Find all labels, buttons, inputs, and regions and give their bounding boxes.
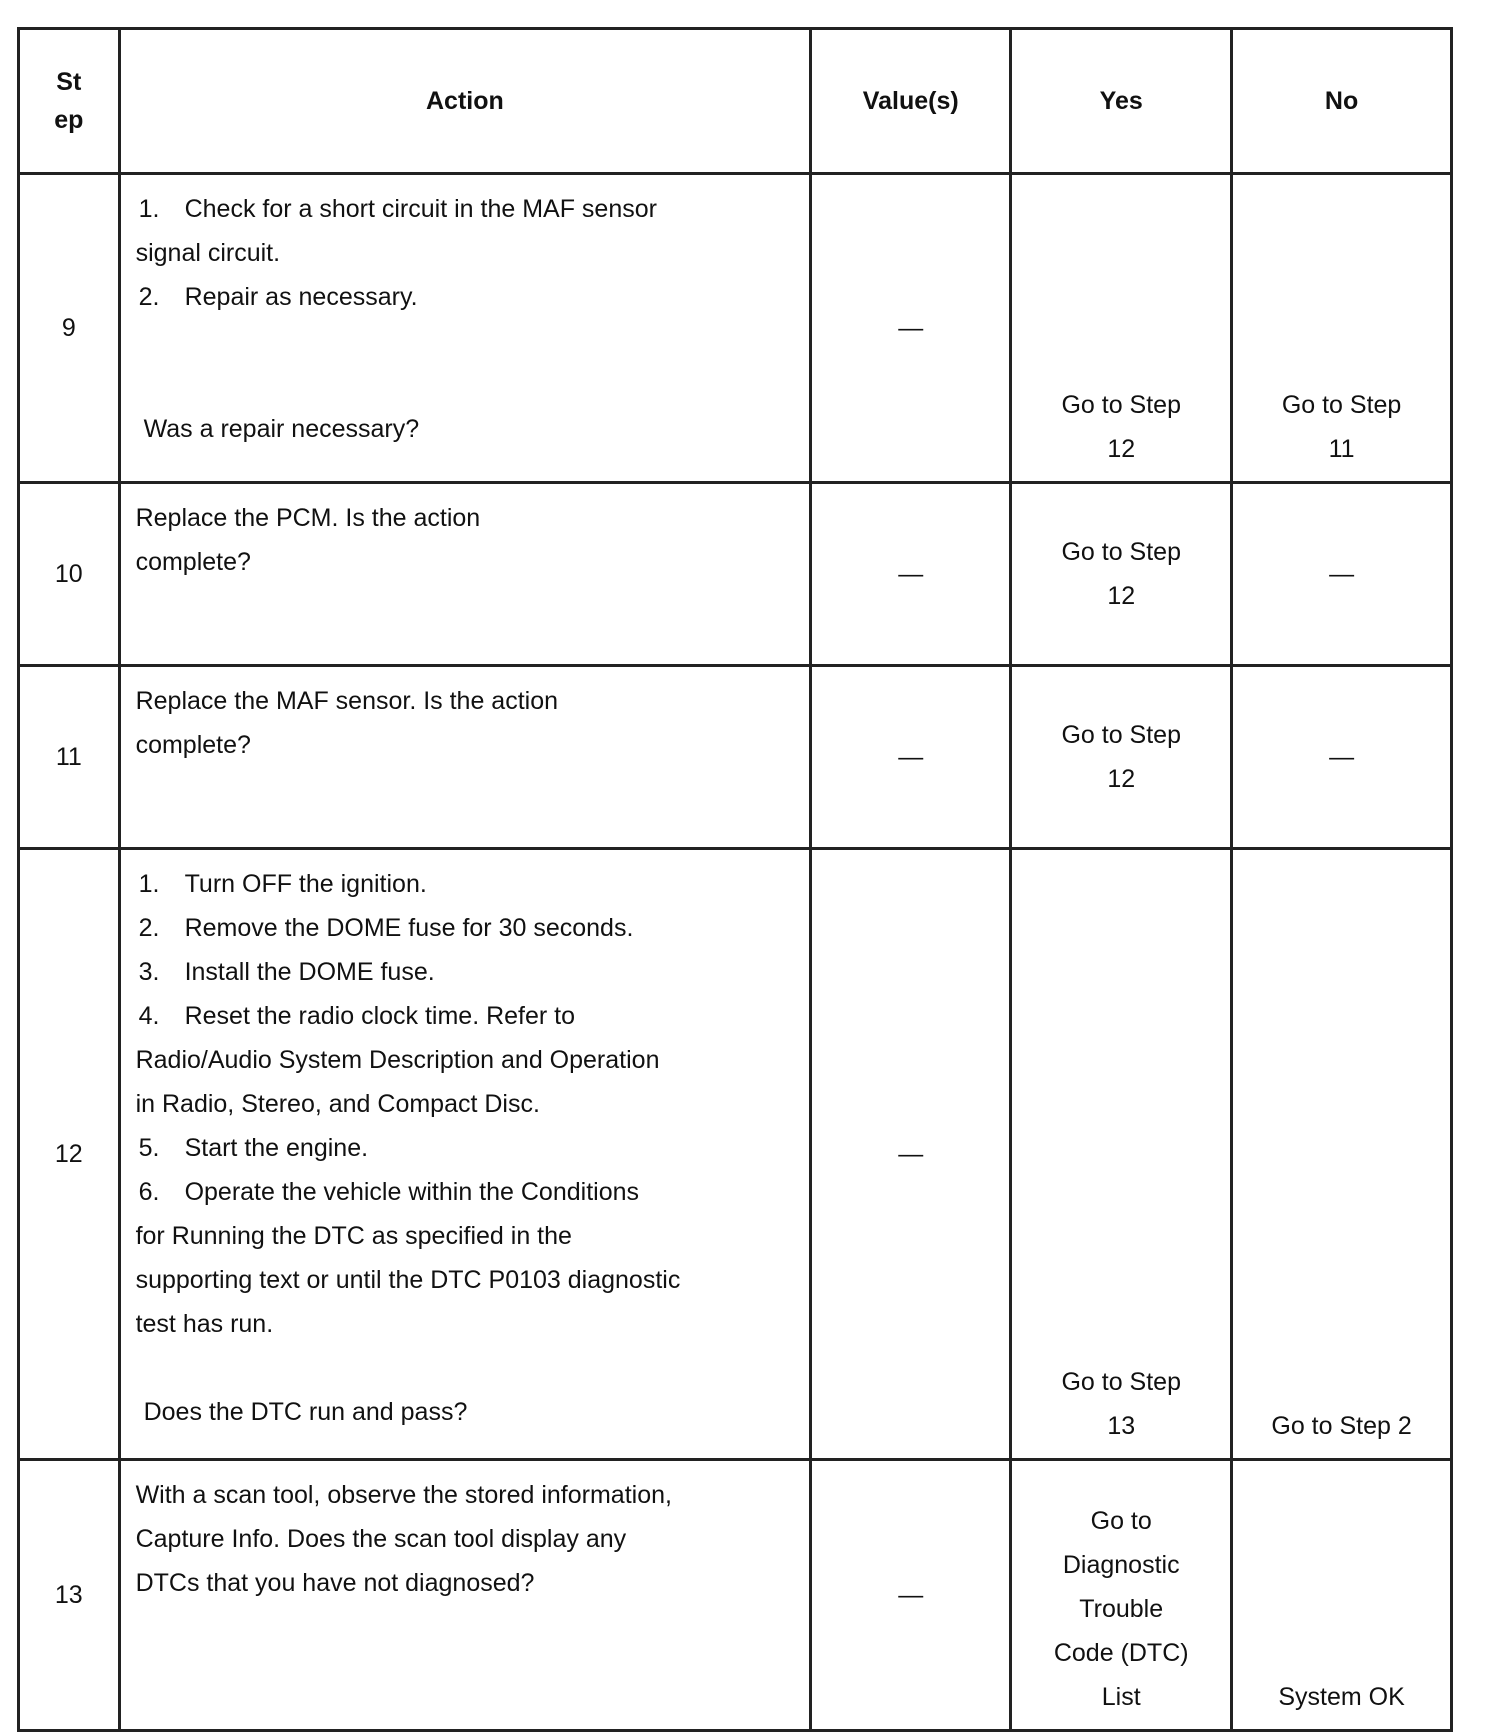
table-row	[19, 1460, 1452, 1731]
header-yes: Yes	[1011, 29, 1232, 174]
step-number: 9	[19, 174, 120, 483]
yes-cell: Go to Step 12	[1011, 174, 1232, 483]
header-values: Value(s)	[811, 29, 1011, 174]
action-cell: Replace the PCM. Is the action complete?	[119, 483, 811, 666]
step-number: 10	[19, 483, 120, 666]
no-cell: —	[1232, 666, 1452, 849]
value-cell: —	[811, 1460, 1011, 1731]
diagnostic-table	[17, 27, 1453, 1732]
yes-cell: Go to Step 12	[1011, 483, 1232, 666]
action-item-continued: signal circuit.	[135, 239, 281, 267]
header-action: Action	[119, 29, 811, 174]
action-cell: With a scan tool, observe the stored information, Capture Info. Does the scan tool display any DTCs that you have not diagnosed?	[119, 1460, 811, 1731]
action-item: 4. Reset the radio clock time. Refer to	[138, 1002, 576, 1030]
action-cell: 1. Turn OFF the ignition. 2. Remove the DOME fuse for 30 seconds. 3. Install the DOME fuse. 4. Reset the radio clock time. Refer to Radio/Audio System Description and Operation in Radio, Stereo, and Compact Disc. 5. Start the engine. 6. Operate the vehicle within the Conditions for Running the DTC as specified in the supporting text or until the DTC P0103 diagnostic test has run. Does the DTC run and pass?	[119, 849, 811, 1460]
no-cell: —	[1232, 483, 1452, 666]
step-number: 12	[19, 849, 120, 1460]
yes-cell: Go to Step 13	[1011, 849, 1232, 1460]
action-item: 2. Repair as necessary.	[138, 283, 418, 311]
header-row	[19, 29, 1452, 174]
value-cell: —	[811, 666, 1011, 849]
value-cell: —	[811, 483, 1011, 666]
step-number: 13	[19, 1460, 120, 1731]
value-cell: —	[811, 849, 1011, 1460]
action-question: Was a repair necessary?	[143, 415, 420, 443]
action-item: 1. Check for a short circuit in the MAF sensor	[138, 195, 657, 223]
no-cell: Go to Step 2	[1232, 849, 1452, 1460]
table-row	[19, 849, 1452, 1460]
no-cell: Go to Step 11	[1232, 174, 1452, 483]
table-row	[19, 174, 1452, 483]
yes-cell: Go to Step 12	[1011, 666, 1232, 849]
action-cell	[119, 174, 811, 483]
no-cell: System OK	[1232, 1460, 1452, 1731]
action-item: 1. Turn OFF the ignition.	[138, 870, 427, 898]
action-item: 5. Start the engine.	[138, 1134, 369, 1162]
header-no: No	[1232, 29, 1452, 174]
action-item: 2. Remove the DOME fuse for 30 seconds.	[138, 914, 634, 942]
action-item: 6. Operate the vehicle within the Conditions	[138, 1178, 640, 1206]
action-cell: Replace the MAF sensor. Is the action complete?	[119, 666, 811, 849]
action-item: 3. Install the DOME fuse.	[138, 958, 435, 986]
yes-cell: Go to Diagnostic Trouble Code (DTC) List	[1011, 1460, 1232, 1731]
step-number: 11	[19, 666, 120, 849]
table-row	[19, 483, 1452, 666]
header-step: St ep	[19, 29, 120, 174]
action-question: Does the DTC run and pass?	[143, 1398, 468, 1426]
value-cell: —	[811, 174, 1011, 483]
table-row	[19, 666, 1452, 849]
